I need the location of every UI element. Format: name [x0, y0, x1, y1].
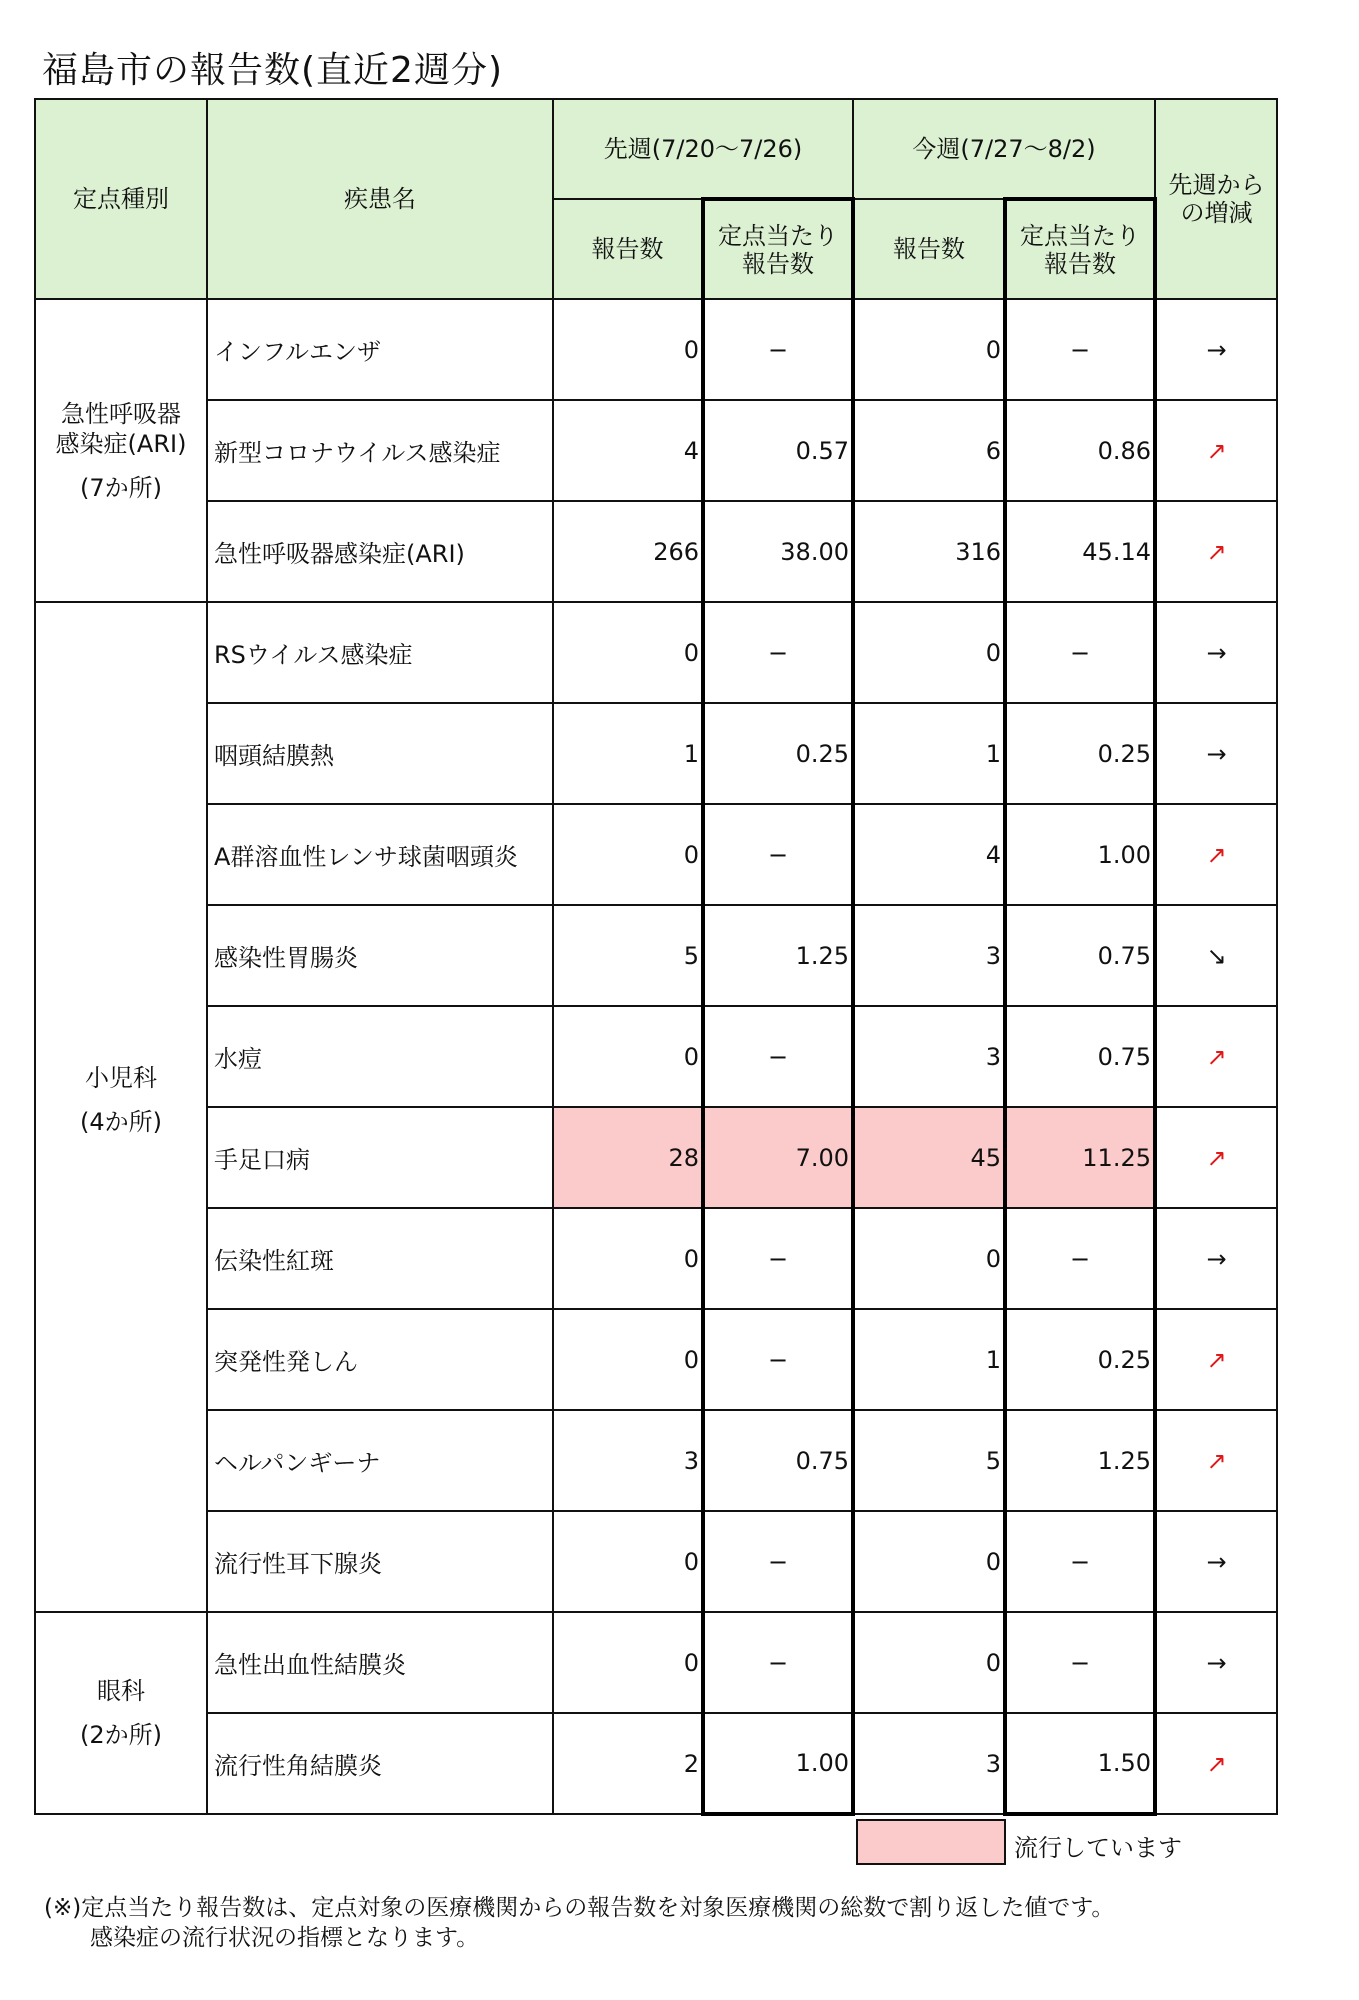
disease-name: RSウイルス感染症: [207, 602, 553, 703]
change-arrow-icon: ↘: [1155, 905, 1277, 1006]
change-arrow-icon: ↗: [1155, 1410, 1277, 1511]
table-row: [35, 1107, 1277, 1208]
this-week-reports: 1: [853, 703, 1005, 804]
last-week-per-site: 1.25: [703, 905, 853, 1006]
last-week-reports: 28: [553, 1107, 703, 1208]
header-last-per-site: [703, 199, 853, 299]
this-week-reports: 3: [853, 1006, 1005, 1107]
this-week-per-site: 1.25: [1005, 1410, 1155, 1511]
table-row: [35, 1612, 1277, 1713]
change-arrow-icon: →: [1155, 602, 1277, 703]
last-week-reports: 0: [553, 1006, 703, 1107]
header-last-per-site-line2: 報告数: [742, 249, 814, 278]
last-week-reports: 2: [553, 1713, 703, 1814]
this-week-per-site: 0.75: [1005, 905, 1155, 1006]
last-week-reports: 0: [553, 299, 703, 400]
this-week-per-site: 11.25: [1005, 1107, 1155, 1208]
last-week-reports: 0: [553, 1511, 703, 1612]
this-week-per-site: −: [1005, 602, 1155, 703]
change-arrow-icon: ↗: [1155, 1006, 1277, 1107]
last-week-per-site: −: [703, 1511, 853, 1612]
last-week-reports: 4: [553, 400, 703, 501]
header-this-reports: 報告数: [853, 199, 1005, 299]
this-week-reports: 5: [853, 1410, 1005, 1511]
legend-swatch: [856, 1819, 1006, 1865]
category-ari-line1: 急性呼吸器: [61, 399, 181, 428]
last-week-per-site: 1.00: [703, 1713, 853, 1814]
header-change: [1155, 99, 1277, 299]
table-row: [35, 299, 1277, 400]
change-arrow-icon: ↗: [1155, 501, 1277, 602]
table-row: [35, 1006, 1277, 1107]
this-week-per-site: 0.25: [1005, 703, 1155, 804]
header-change-line1: 先週から: [1168, 171, 1265, 199]
this-week-per-site: 0.86: [1005, 400, 1155, 501]
last-week-per-site: −: [703, 1208, 853, 1309]
this-week-per-site: −: [1005, 1511, 1155, 1612]
table-row: [35, 1713, 1277, 1814]
footnote: [44, 1893, 1114, 1953]
change-arrow-icon: →: [1155, 1511, 1277, 1612]
change-arrow-icon: ↗: [1155, 1309, 1277, 1410]
table-row: [35, 905, 1277, 1006]
last-week-per-site: −: [703, 299, 853, 400]
last-week-per-site: −: [703, 1006, 853, 1107]
last-week-per-site: 0.25: [703, 703, 853, 804]
last-week-per-site: −: [703, 1309, 853, 1410]
table-row: [35, 602, 1277, 703]
disease-name: 急性出血性結膜炎: [207, 1612, 553, 1713]
this-week-reports: 0: [853, 1612, 1005, 1713]
header-this-week: 今週(7/27〜8/2): [853, 99, 1155, 199]
category-pediatrics: [35, 602, 207, 1612]
category-ari-sites: (7か所): [80, 473, 162, 502]
footnote-line1: (※)定点当たり報告数は、定点対象の医療機関からの報告数を対象医療機関の総数で割り返した値です。: [44, 1895, 1115, 1921]
this-week-per-site: 0.75: [1005, 1006, 1155, 1107]
table-row: [35, 1208, 1277, 1309]
this-week-reports: 316: [853, 501, 1005, 602]
this-week-reports: 6: [853, 400, 1005, 501]
this-week-reports: 1: [853, 1309, 1005, 1410]
last-week-reports: 1: [553, 703, 703, 804]
disease-name: 新型コロナウイルス感染症: [207, 400, 553, 501]
this-week-reports: 0: [853, 299, 1005, 400]
table-row: [35, 400, 1277, 501]
disease-name: 流行性角結膜炎: [207, 1713, 553, 1814]
last-week-reports: 0: [553, 1309, 703, 1410]
disease-name: 流行性耳下腺炎: [207, 1511, 553, 1612]
this-week-per-site: 45.14: [1005, 501, 1155, 602]
change-arrow-icon: ↗: [1155, 400, 1277, 501]
change-arrow-icon: →: [1155, 703, 1277, 804]
disease-name: A群溶血性レンサ球菌咽頭炎: [207, 804, 553, 905]
this-week-reports: 3: [853, 1713, 1005, 1814]
last-week-per-site: −: [703, 602, 853, 703]
header-this-per-site-line2: 報告数: [1044, 249, 1116, 278]
this-week-per-site: 0.25: [1005, 1309, 1155, 1410]
last-week-per-site: −: [703, 804, 853, 905]
this-week-reports: 0: [853, 602, 1005, 703]
category-eye-label: 眼科: [97, 1677, 145, 1705]
change-arrow-icon: →: [1155, 299, 1277, 400]
change-arrow-icon: →: [1155, 1612, 1277, 1713]
category-ari: [35, 299, 207, 602]
disease-name: 手足口病: [207, 1107, 553, 1208]
last-week-reports: 5: [553, 905, 703, 1006]
disease-name: 水痘: [207, 1006, 553, 1107]
header-disease: 疾患名: [207, 99, 553, 299]
change-arrow-icon: →: [1155, 1208, 1277, 1309]
header-this-per-site: [1005, 199, 1155, 299]
last-week-reports: 0: [553, 804, 703, 905]
this-week-reports: 0: [853, 1511, 1005, 1612]
page-title: 福島市の報告数(直近2週分): [42, 50, 503, 91]
last-week-reports: 0: [553, 602, 703, 703]
header-last-per-site-line1: 定点当たり: [718, 221, 838, 250]
this-week-per-site: −: [1005, 299, 1155, 400]
header-category: 定点種別: [35, 99, 207, 299]
this-week-per-site: 1.50: [1005, 1713, 1155, 1814]
last-week-per-site: 0.75: [703, 1410, 853, 1511]
disease-name: 伝染性紅斑: [207, 1208, 553, 1309]
this-week-reports: 0: [853, 1208, 1005, 1309]
last-week-per-site: 7.00: [703, 1107, 853, 1208]
this-week-reports: 3: [853, 905, 1005, 1006]
table-row: [35, 1511, 1277, 1612]
this-week-per-site: −: [1005, 1208, 1155, 1309]
header-change-line2: の増減: [1180, 199, 1253, 227]
table-row: [35, 1309, 1277, 1410]
change-arrow-icon: ↗: [1155, 804, 1277, 905]
header-this-per-site-line1: 定点当たり: [1020, 221, 1140, 250]
table-row: [35, 501, 1277, 602]
disease-name: 急性呼吸器感染症(ARI): [207, 501, 553, 602]
header-last-week: 先週(7/20〜7/26): [553, 99, 853, 199]
category-ped-sites: (4か所): [80, 1108, 162, 1136]
last-week-reports: 266: [553, 501, 703, 602]
disease-name: ヘルパンギーナ: [207, 1410, 553, 1511]
table-row: [35, 1410, 1277, 1511]
this-week-reports: 45: [853, 1107, 1005, 1208]
change-arrow-icon: ↗: [1155, 1713, 1277, 1814]
last-week-per-site: −: [703, 1612, 853, 1713]
last-week-reports: 0: [553, 1612, 703, 1713]
change-arrow-icon: ↗: [1155, 1107, 1277, 1208]
this-week-per-site: −: [1005, 1612, 1155, 1713]
this-week-reports: 4: [853, 804, 1005, 905]
table-row: [35, 703, 1277, 804]
last-week-reports: 0: [553, 1208, 703, 1309]
last-week-per-site: 38.00: [703, 501, 853, 602]
category-ari-line2: 感染症(ARI): [55, 429, 187, 458]
disease-name: 咽頭結膜熱: [207, 703, 553, 804]
this-week-per-site: 1.00: [1005, 804, 1155, 905]
legend-label: 流行しています: [1014, 1834, 1182, 1862]
last-week-per-site: 0.57: [703, 400, 853, 501]
category-ped-label: 小児科: [85, 1064, 157, 1092]
table-row: [35, 804, 1277, 905]
footnote-line2: 感染症の流行状況の指標となります。: [90, 1925, 480, 1951]
disease-name: 突発性発しん: [207, 1309, 553, 1410]
category-ophthalmology: [35, 1612, 207, 1814]
disease-name: 感染性胃腸炎: [207, 905, 553, 1006]
last-week-reports: 3: [553, 1410, 703, 1511]
header-last-reports: 報告数: [553, 199, 703, 299]
disease-name: インフルエンザ: [207, 299, 553, 400]
report-table: [34, 98, 1278, 1816]
category-eye-sites: (2か所): [80, 1721, 162, 1749]
